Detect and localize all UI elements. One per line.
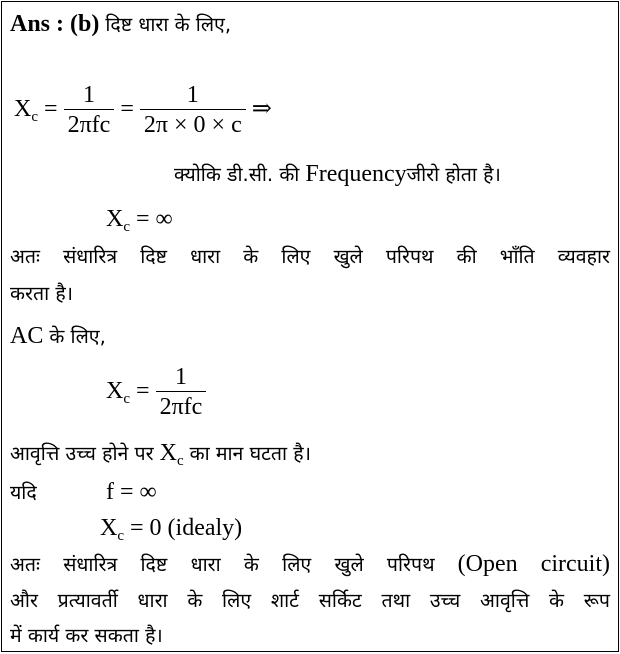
paragraph-conclusion-line3: में कार्य कर सकता है। [10,624,163,647]
answer-label: Ans : (b) [10,11,100,37]
answer-heading-text: दिष्ट धारा के लिए, [105,13,232,36]
paragraph-dc-open-line2: करता है। [10,282,74,305]
fraction-one-over-2pifc: $\frac{1}{\text{2πfc}}$ [64,82,115,139]
xc-symbol: $X_c$ [14,95,39,125]
xc-zero-ideal: $X_c = 0$ (idealy) [100,515,243,544]
reason-line: क्योकि डी.सी. की Frequencyजीरो होता है। [174,161,501,187]
answer-heading [10,10,231,39]
frequency-effect-line: आवृत्ति उच्च होने पर $X_c$ का मान घटता है। [10,440,312,469]
reactance-formula-dc [14,82,272,139]
paragraph-dc-open-line1: अतः संधारित्र दिष्ट धारा के लिए खुले परिपथ की भाँति व्यवहार [10,245,610,268]
answer-page [1,1,619,652]
equals-sign: = [44,95,58,122]
paragraph-conclusion-line2: और प्रत्यावर्ती धारा के लिए शार्ट सर्किट तथा उच्च आवृत्ति के रूप [10,589,610,612]
paragraph-conclusion-line1: अतः संधारित्र दिष्ट धारा के लिए खुले परिपथ (Open circuit) [10,551,610,577]
equals-sign: = [120,95,134,122]
fraction-one-over-zero: $\frac{1}{2\pi \times 0 \times c}$ [140,82,246,139]
condition-expression: f = ∞ [106,479,157,505]
implies-arrow: ⇒ [251,95,272,122]
reactance-formula-ac: $X_c$ = $\frac{1}{\text{2πfc}}$ [106,364,206,421]
fraction-ac: $\frac{1}{\text{2πfc}}$ [156,364,207,421]
condition-label: यदि [10,481,37,504]
xc-infinity: $X_c$ = ∞ [106,206,173,235]
ac-heading: AC के लिए, [10,323,106,349]
